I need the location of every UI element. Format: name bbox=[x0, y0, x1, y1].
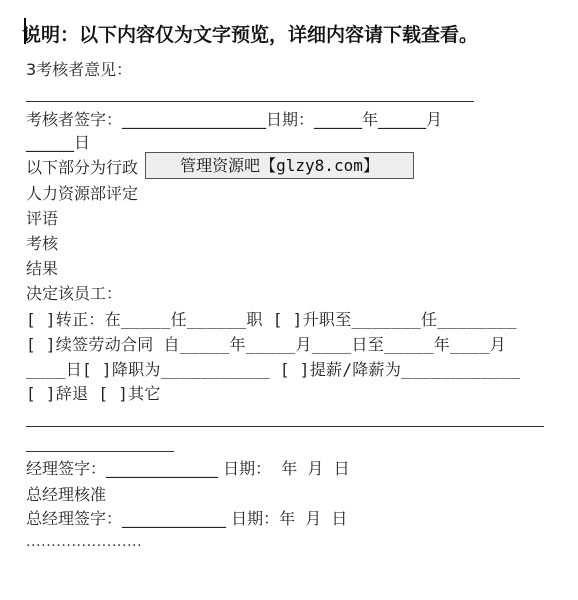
gm-signature-line: 总经理签字：_____________ 日期：年 月 日 bbox=[26, 509, 348, 528]
option-demote-salary: ____日[ ]降职为___________ [ ]提薪/降薪为____________ bbox=[26, 360, 521, 379]
watermark-banner: 管理资源吧【glzy8.com】 bbox=[145, 152, 414, 179]
option-renew-contract: [ ]续签劳动合同 自_____年_____月____日至_____年____月 bbox=[26, 335, 507, 354]
hr-section-intro: 以下部分为行政 bbox=[26, 158, 139, 177]
hr-assessment-heading: 人力资源部评定 bbox=[26, 184, 139, 203]
comment-label: 评语 bbox=[26, 209, 59, 228]
gm-approval-label: 总经理核准 bbox=[26, 485, 107, 504]
option-confirm-promote: [ ]转正：在_____任______职 [ ]升职至_______任________ bbox=[26, 310, 517, 329]
manager-signature-line: 经理签字：______________ 日期： 年 月 日 bbox=[26, 459, 350, 478]
decision-label: 决定该员工： bbox=[26, 284, 123, 303]
reviewer-signature-line: 考核者签字：__________________日期：______年______月 bbox=[26, 110, 443, 129]
assessment-label: 考核 bbox=[26, 234, 59, 253]
dotted-separator: ······················· bbox=[26, 538, 143, 554]
comments-blank-line bbox=[26, 426, 544, 427]
option-dismiss-other: [ ]辞退 [ ]其它 bbox=[26, 384, 161, 403]
result-label: 结果 bbox=[26, 259, 59, 278]
opinion-blank-line bbox=[26, 101, 474, 102]
reviewer-date-continuation: ______日 bbox=[26, 133, 91, 152]
reviewer-opinion-heading: 3考核者意见： bbox=[26, 60, 133, 79]
comments-blank-line-cont bbox=[26, 451, 174, 452]
preview-notice: 说明：以下内容仅为文字预览，详细内容请下载查看。 bbox=[22, 24, 479, 46]
